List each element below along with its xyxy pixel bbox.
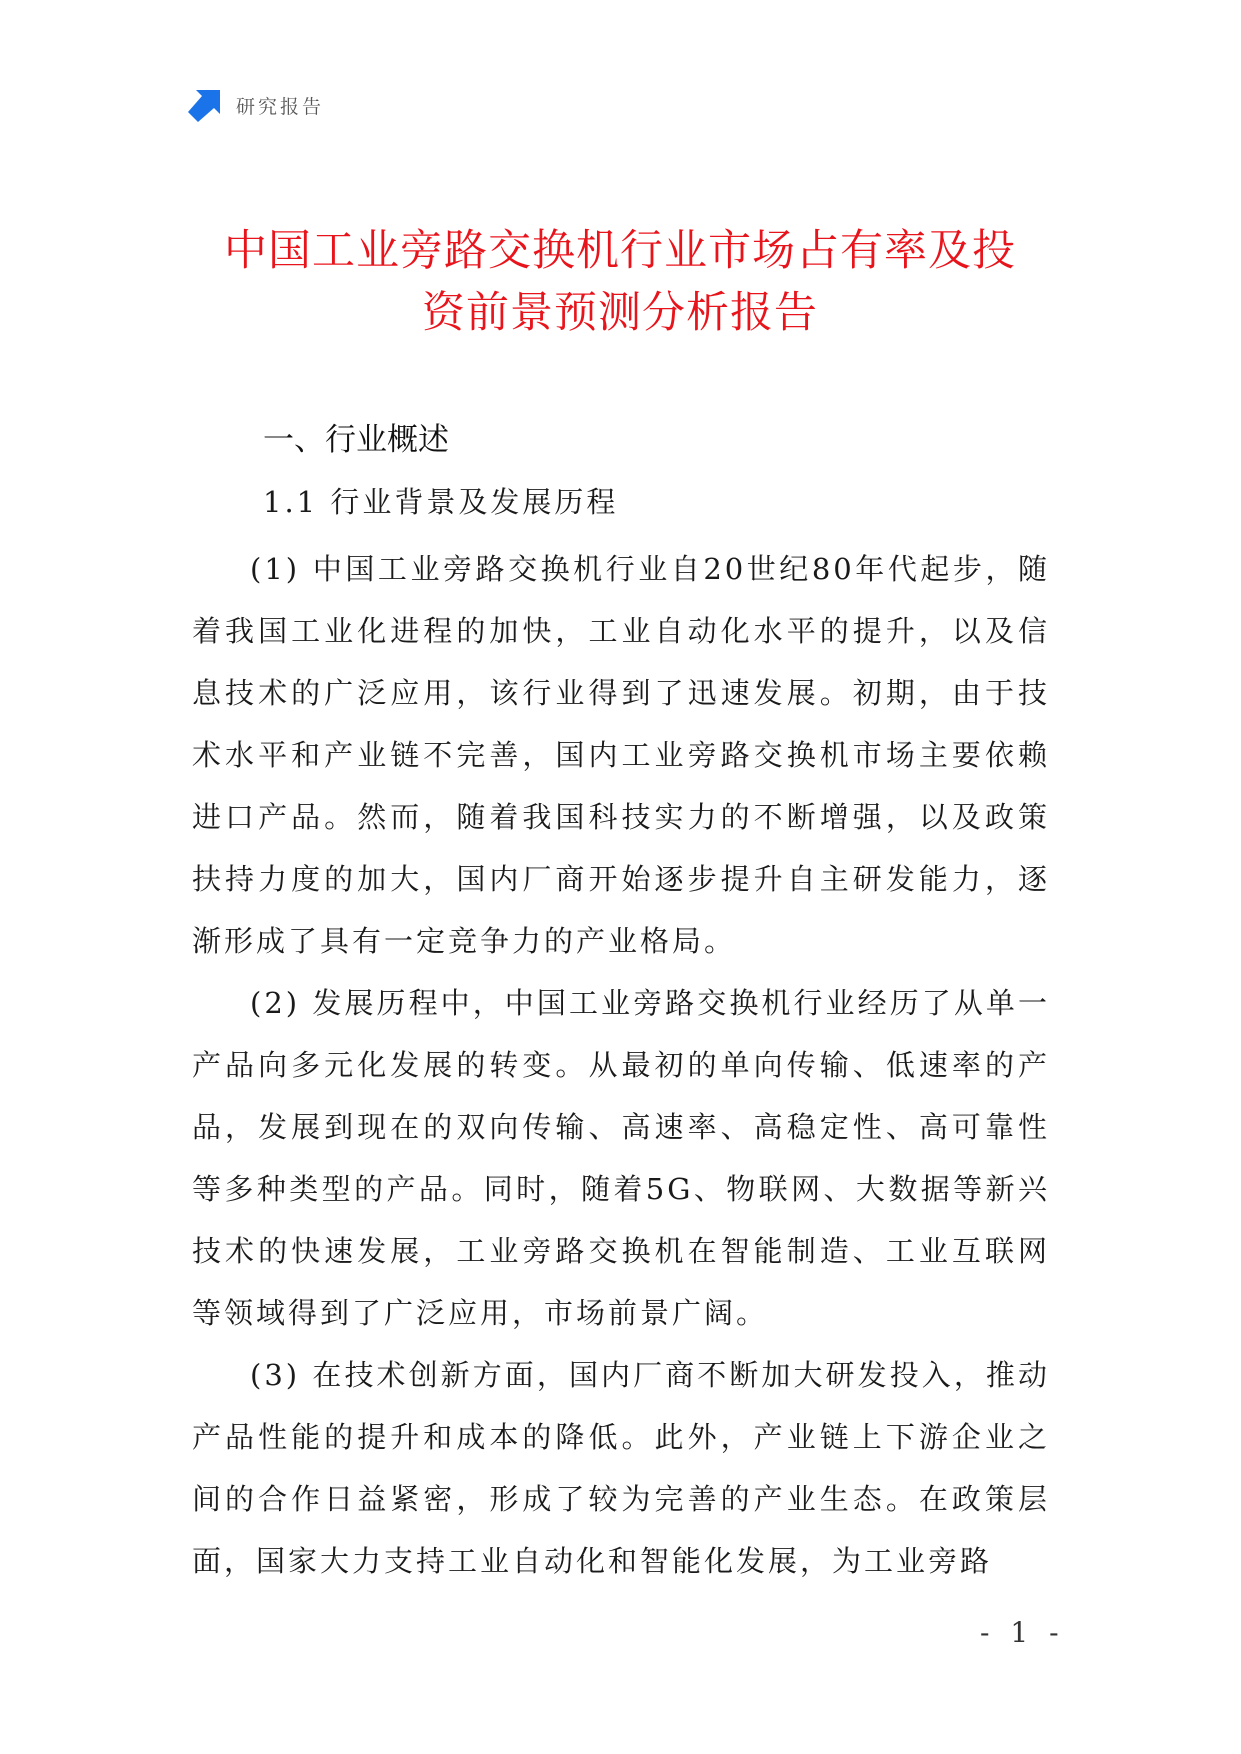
header-label: 研究报告 [236,95,325,118]
paragraph-2: (2) 发展历程中，中国工业旁路交换机行业经历了从单一产品向多元化发展的转变。从最初的单向传输、低速率的产品，发展到现在的双向传输、高速率、高稳定性、高可靠性等多种类型的产品。同时，随着5G、物联网、大数据等新兴技术的快速发展，工业旁路交换机在智能制造、工业互联网等领域得到了广泛应用，市场前景广阔。 [192,986,1050,1330]
paragraph-1: (1) 中国工业旁路交换机行业自20世纪80年代起步，随着我国工业化进程的加快，工业自动化水平的提升，以及信息技术的广泛应用，该行业得到了迅速发展。初期，由于技术水平和产业链不完善，国内工业旁路交换机市场主要依赖进口产品。然而，随着我国科技实力的不断增强，以及政策扶持力度的加大，国内厂商开始逐步提升自主研发能力，逐渐形成了具有一定竞争力的产业格局。 [192,552,1050,958]
page-number: - 1 - [980,1616,1065,1649]
title-line-2: 资前景预测分析报告 [422,288,818,338]
document-title [150,220,1090,344]
page-header [188,88,324,122]
subsection-heading: 1.1 行业背景及发展历程 [263,485,619,519]
title-line-1: 中国工业旁路交换机行业市场占有率及投 [224,226,1016,276]
body-text [192,538,1050,1592]
arrow-up-right-icon [188,88,222,122]
paragraph-3: (3) 在技术创新方面，国内厂商不断加大研发投入，推动产品性能的提升和成本的降低。此外，产业链上下游企业之间的合作日益紧密，形成了较为完善的产业生态。在政策层面，国家大力支持工业自动化和智能化发展，为工业旁路 [192,1358,1050,1578]
section-heading: 一、行业概述 [263,422,449,458]
